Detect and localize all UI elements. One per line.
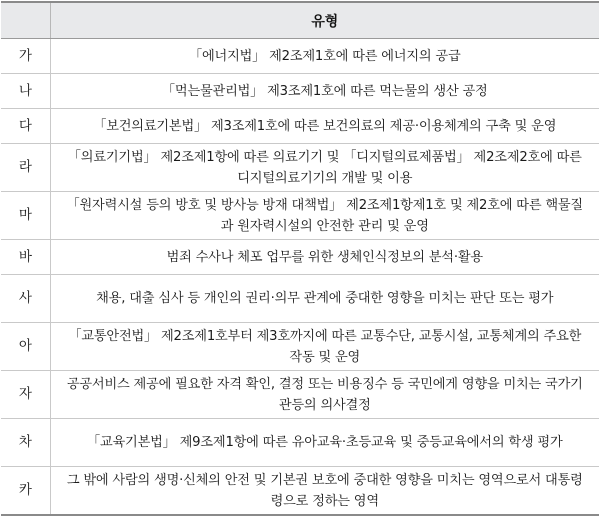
table-row [1,323,599,371]
types-table [1,1,599,516]
table-row [1,39,599,74]
table-row [1,275,599,323]
table-row [1,192,599,240]
row-description: 「먹는물관리법」 제3조제1호에 따른 먹는물의 생산 공정 [50,74,599,109]
row-key: 자 [1,371,50,419]
header-type-cell: 유형 [50,2,599,39]
table-header [1,2,599,39]
row-description: 「교통안전법」 제2조제1호부터 제3호까지에 따른 교통수단, 교통시설, 교통체계의 주요한 작동 및 운영 [50,323,599,371]
header-row [1,2,599,39]
row-key: 마 [1,192,50,240]
row-description: 「원자력시설 등의 방호 및 방사능 방재 대책법」 제2조제1항제1호 및 제2호에 따른 핵물질과 원자력시설의 안전한 관리 및 운영 [50,192,599,240]
table-body [1,39,599,516]
header-key-cell [1,2,50,39]
row-key: 다 [1,109,50,144]
row-description: 공공서비스 제공에 필요한 자격 확인, 결정 또는 비용징수 등 국민에게 영향을 미치는 국가기관등의 의사결정 [50,371,599,419]
row-key: 차 [1,419,50,467]
row-description: 「에너지법」 제2조제1호에 따른 에너지의 공급 [50,39,599,74]
row-key: 가 [1,39,50,74]
table-row [1,467,599,516]
row-key: 카 [1,467,50,516]
table-row [1,74,599,109]
row-description: 「교육기본법」 제9조제1항에 따른 유아교육·초등교육 및 중등교육에서의 학생 평가 [50,419,599,467]
row-key: 아 [1,323,50,371]
row-description: 채용, 대출 심사 등 개인의 권리·의무 관계에 중대한 영향을 미치는 판단 또는 평가 [50,275,599,323]
row-description: 범죄 수사나 체포 업무를 위한 생체인식정보의 분석·활용 [50,240,599,275]
row-description: 「보건의료기본법」 제3조제1호에 따른 보건의료의 제공·이용체계의 구축 및 운영 [50,109,599,144]
row-description: 「의료기기법」 제2조제1항에 따른 의료기기 및 「디지털의료제품법」 제2조제2호에 따른 디지털의료기기의 개발 및 이용 [50,144,599,192]
row-description: 그 밖에 사람의 생명·신체의 안전 및 기본권 보호에 중대한 영향을 미치는 영역으로서 대통령령으로 정하는 영역 [50,467,599,516]
table-row [1,371,599,419]
row-key: 라 [1,144,50,192]
table-row [1,109,599,144]
row-key: 바 [1,240,50,275]
table-row [1,144,599,192]
row-key: 사 [1,275,50,323]
row-key: 나 [1,74,50,109]
table-row [1,419,599,467]
table-row [1,240,599,275]
